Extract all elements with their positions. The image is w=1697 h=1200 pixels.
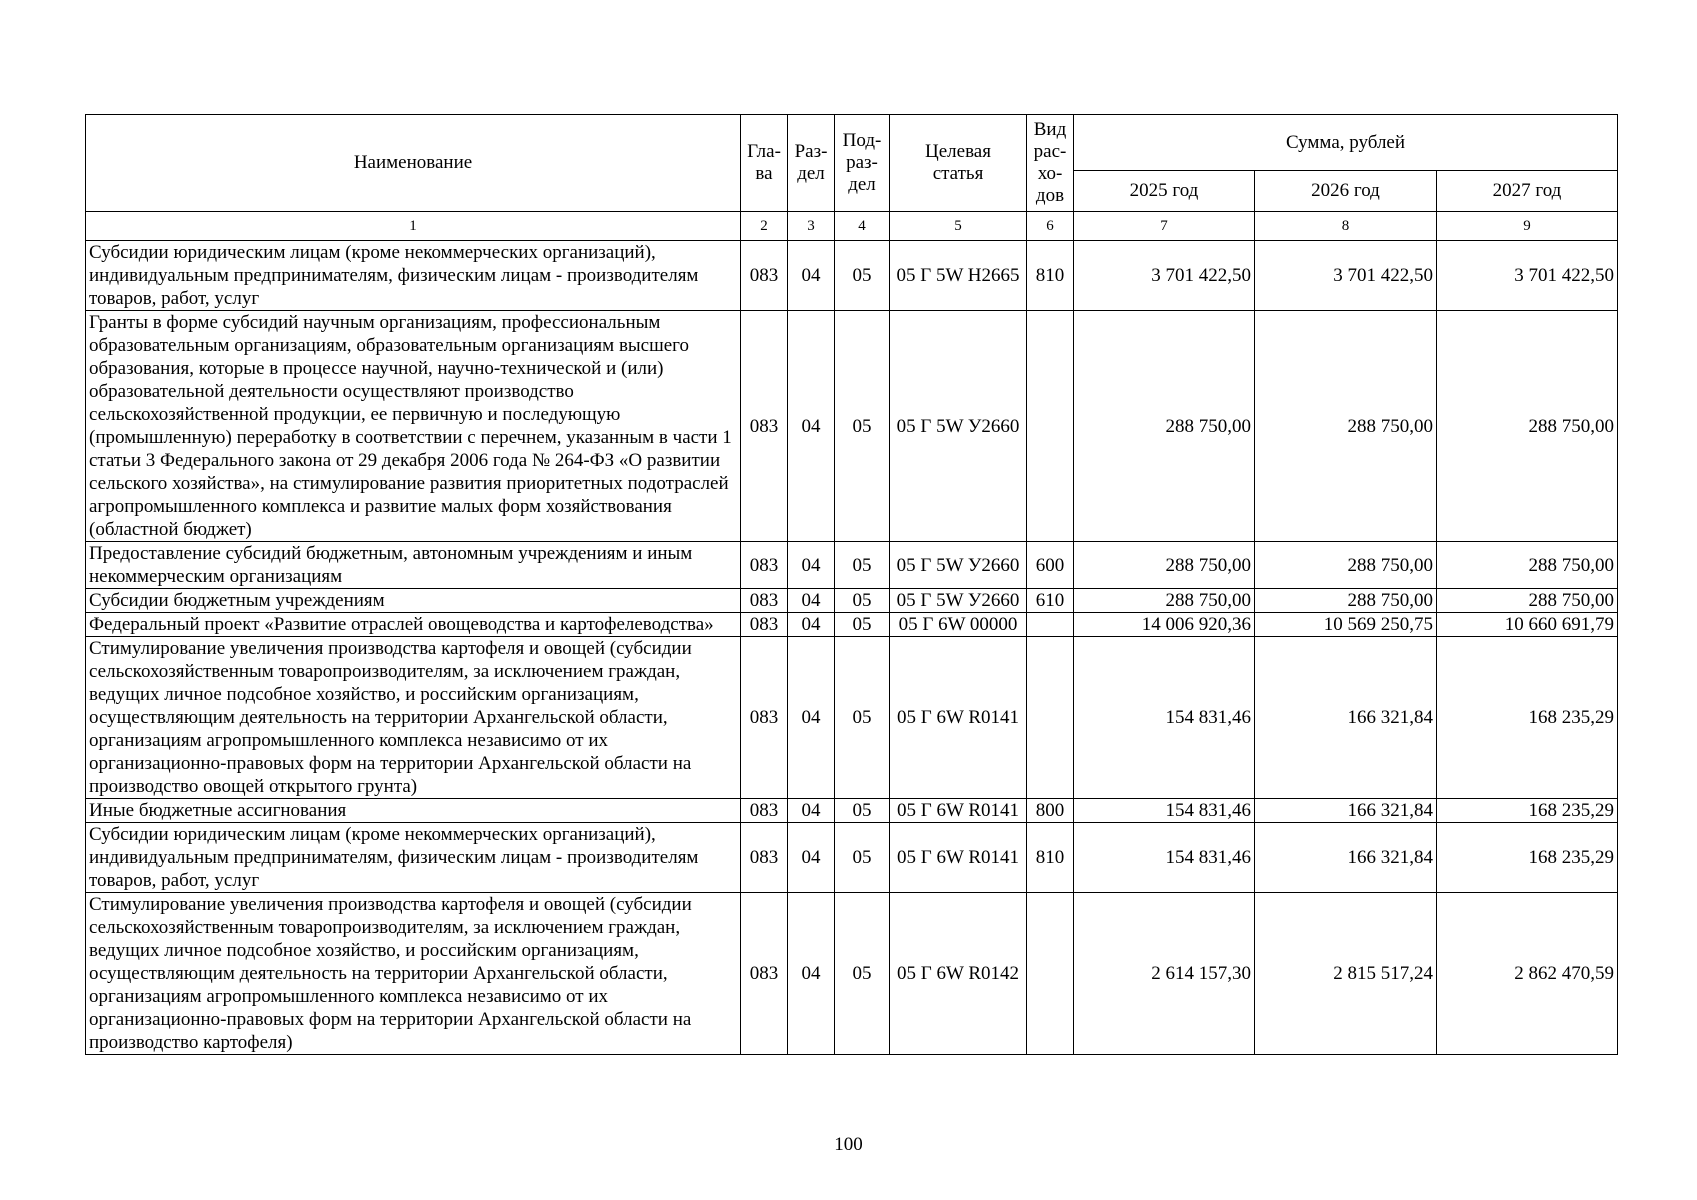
header-vid-text: Вид рас- хо- дов	[1033, 119, 1067, 206]
row-sum-2025: 154 831,46	[1074, 823, 1255, 893]
row-glava: 083	[741, 893, 788, 1055]
row-name: Субсидии юридическим лицам (кроме некоммерческих организаций), индивидуальным предпринимателям, физическим лицам - производителям товаров, работ, услуг	[86, 241, 741, 311]
header-podrazdel-text: Под- раз- дел	[842, 130, 882, 195]
row-sum-2027: 10 660 691,79	[1437, 613, 1618, 637]
header-name: Наименование	[86, 115, 741, 212]
col-number: 1	[86, 212, 741, 241]
table-row	[86, 799, 1618, 823]
row-podrazdel: 05	[835, 311, 890, 542]
row-glava: 083	[741, 799, 788, 823]
row-target: 05 Г 5W У2660	[890, 542, 1027, 589]
row-glava: 083	[741, 613, 788, 637]
table-row	[86, 637, 1618, 799]
row-sum-2025: 154 831,46	[1074, 637, 1255, 799]
row-podrazdel: 05	[835, 637, 890, 799]
row-vid: 810	[1027, 241, 1074, 311]
row-sum-2025: 288 750,00	[1074, 542, 1255, 589]
row-name: Федеральный проект «Развитие отраслей овощеводства и картофелеводства»	[86, 613, 741, 637]
header-target-text: Целевая статья	[925, 141, 991, 184]
row-sum-2026: 166 321,84	[1255, 799, 1437, 823]
row-sum-2027: 168 235,29	[1437, 799, 1618, 823]
col-number: 6	[1027, 212, 1074, 241]
row-sum-2025: 288 750,00	[1074, 589, 1255, 613]
row-razdel: 04	[788, 613, 835, 637]
table-row	[86, 542, 1618, 589]
row-razdel: 04	[788, 241, 835, 311]
col-number: 8	[1255, 212, 1437, 241]
row-razdel: 04	[788, 823, 835, 893]
table-row	[86, 311, 1618, 542]
row-sum-2027: 288 750,00	[1437, 542, 1618, 589]
row-sum-2026: 2 815 517,24	[1255, 893, 1437, 1055]
row-target: 05 Г 6W R0141	[890, 823, 1027, 893]
row-glava: 083	[741, 311, 788, 542]
row-target: 05 Г 6W R0142	[890, 893, 1027, 1055]
row-podrazdel: 05	[835, 823, 890, 893]
row-vid	[1027, 893, 1074, 1055]
header-2025: 2025 год	[1074, 171, 1255, 212]
row-target: 05 Г 6W R0141	[890, 637, 1027, 799]
column-number-row	[86, 212, 1618, 241]
header-podrazdel	[835, 115, 890, 212]
row-vid	[1027, 637, 1074, 799]
row-razdel: 04	[788, 637, 835, 799]
row-name: Стимулирование увеличения производства картофеля и овощей (субсидии сельскохозяйственным товаропроизводителям, за исключением граждан, ведущих личное подсобное хозяйство, и российским организациям, осуществляющим деятельность на территории Архангельской области, организациям агропромышленного комплекса независимо от их организационно-правовых форм на территории Архангельской области на производство картофеля)	[86, 893, 741, 1055]
row-podrazdel: 05	[835, 613, 890, 637]
row-vid: 610	[1027, 589, 1074, 613]
row-sum-2025: 154 831,46	[1074, 799, 1255, 823]
row-name: Иные бюджетные ассигнования	[86, 799, 741, 823]
row-sum-2026: 166 321,84	[1255, 823, 1437, 893]
header-2026: 2026 год	[1255, 171, 1437, 212]
header-sum: Сумма, рублей	[1074, 115, 1618, 171]
row-sum-2027: 288 750,00	[1437, 311, 1618, 542]
row-name: Субсидии юридическим лицам (кроме некоммерческих организаций), индивидуальным предпринимателям, физическим лицам - производителям товаров, работ, услуг	[86, 823, 741, 893]
header-target	[890, 115, 1027, 212]
table-row	[86, 589, 1618, 613]
row-name: Субсидии бюджетным учреждениям	[86, 589, 741, 613]
row-name: Стимулирование увеличения производства картофеля и овощей (субсидии сельскохозяйственным товаропроизводителям, за исключением граждан, ведущих личное подсобное хозяйство, и российским организациям, осуществляющим деятельность на территории Архангельской области, организациям агропромышленного комплекса независимо от их организационно-правовых форм на территории Архангельской области на производство овощей открытого грунта)	[86, 637, 741, 799]
row-podrazdel: 05	[835, 893, 890, 1055]
row-sum-2027: 3 701 422,50	[1437, 241, 1618, 311]
table-row	[86, 893, 1618, 1055]
col-number: 4	[835, 212, 890, 241]
row-sum-2027: 288 750,00	[1437, 589, 1618, 613]
row-name: Гранты в форме субсидий научным организациям, профессиональным образовательным организациям, образовательным организациям высшего образования, которые в процессе научной, научно-технической и (или) образовательной деятельности осуществляют производство сельскохозяйственной продукции, ее первичную и последующую (промышленную) переработку в соответствии с перечнем, указанным в части 1 статьи 3 Федерального закона от 29 декабря 2006 года № 264-ФЗ «О развитии сельского хозяйства», на стимулирование развития приоритетных подотраслей агропромышленного комплекса и развитие малых форм хозяйствования (областной бюджет)	[86, 311, 741, 542]
row-target: 05 Г 5W Н2665	[890, 241, 1027, 311]
row-target: 05 Г 6W 00000	[890, 613, 1027, 637]
row-sum-2027: 168 235,29	[1437, 823, 1618, 893]
row-sum-2026: 288 750,00	[1255, 589, 1437, 613]
row-razdel: 04	[788, 311, 835, 542]
row-razdel: 04	[788, 589, 835, 613]
row-sum-2026: 3 701 422,50	[1255, 241, 1437, 311]
row-vid	[1027, 613, 1074, 637]
row-sum-2025: 288 750,00	[1074, 311, 1255, 542]
col-number: 7	[1074, 212, 1255, 241]
row-razdel: 04	[788, 799, 835, 823]
row-sum-2026: 166 321,84	[1255, 637, 1437, 799]
row-target: 05 Г 6W R0141	[890, 799, 1027, 823]
row-razdel: 04	[788, 893, 835, 1055]
row-target: 05 Г 5W У2660	[890, 311, 1027, 542]
row-glava: 083	[741, 823, 788, 893]
row-glava: 083	[741, 637, 788, 799]
row-glava: 083	[741, 589, 788, 613]
row-vid: 810	[1027, 823, 1074, 893]
header-glava-text: Гла- ва	[747, 141, 781, 184]
row-sum-2027: 2 862 470,59	[1437, 893, 1618, 1055]
col-number: 2	[741, 212, 788, 241]
header-vid	[1027, 115, 1074, 212]
row-sum-2025: 14 006 920,36	[1074, 613, 1255, 637]
table-row	[86, 613, 1618, 637]
row-vid: 800	[1027, 799, 1074, 823]
header-razdel-text: Раз- дел	[794, 141, 828, 184]
header-2027: 2027 год	[1437, 171, 1618, 212]
col-number: 5	[890, 212, 1027, 241]
header-razdel	[788, 115, 835, 212]
row-glava: 083	[741, 241, 788, 311]
row-vid	[1027, 311, 1074, 542]
row-glava: 083	[741, 542, 788, 589]
row-name: Предоставление субсидий бюджетным, автономным учреждениям и иным некоммерческим организациям	[86, 542, 741, 589]
col-number: 9	[1437, 212, 1618, 241]
row-sum-2026: 288 750,00	[1255, 542, 1437, 589]
row-sum-2026: 288 750,00	[1255, 311, 1437, 542]
table-row	[86, 241, 1618, 311]
header-glava	[741, 115, 788, 212]
row-sum-2025: 3 701 422,50	[1074, 241, 1255, 311]
table-row	[86, 823, 1618, 893]
row-sum-2026: 10 569 250,75	[1255, 613, 1437, 637]
budget-table-page	[85, 114, 1617, 1055]
row-podrazdel: 05	[835, 589, 890, 613]
row-podrazdel: 05	[835, 542, 890, 589]
page-number: 100	[834, 1134, 863, 1155]
row-podrazdel: 05	[835, 241, 890, 311]
row-vid: 600	[1027, 542, 1074, 589]
row-target: 05 Г 5W У2660	[890, 589, 1027, 613]
budget-table	[85, 114, 1618, 1055]
row-razdel: 04	[788, 542, 835, 589]
row-sum-2027: 168 235,29	[1437, 637, 1618, 799]
row-podrazdel: 05	[835, 799, 890, 823]
row-sum-2025: 2 614 157,30	[1074, 893, 1255, 1055]
col-number: 3	[788, 212, 835, 241]
